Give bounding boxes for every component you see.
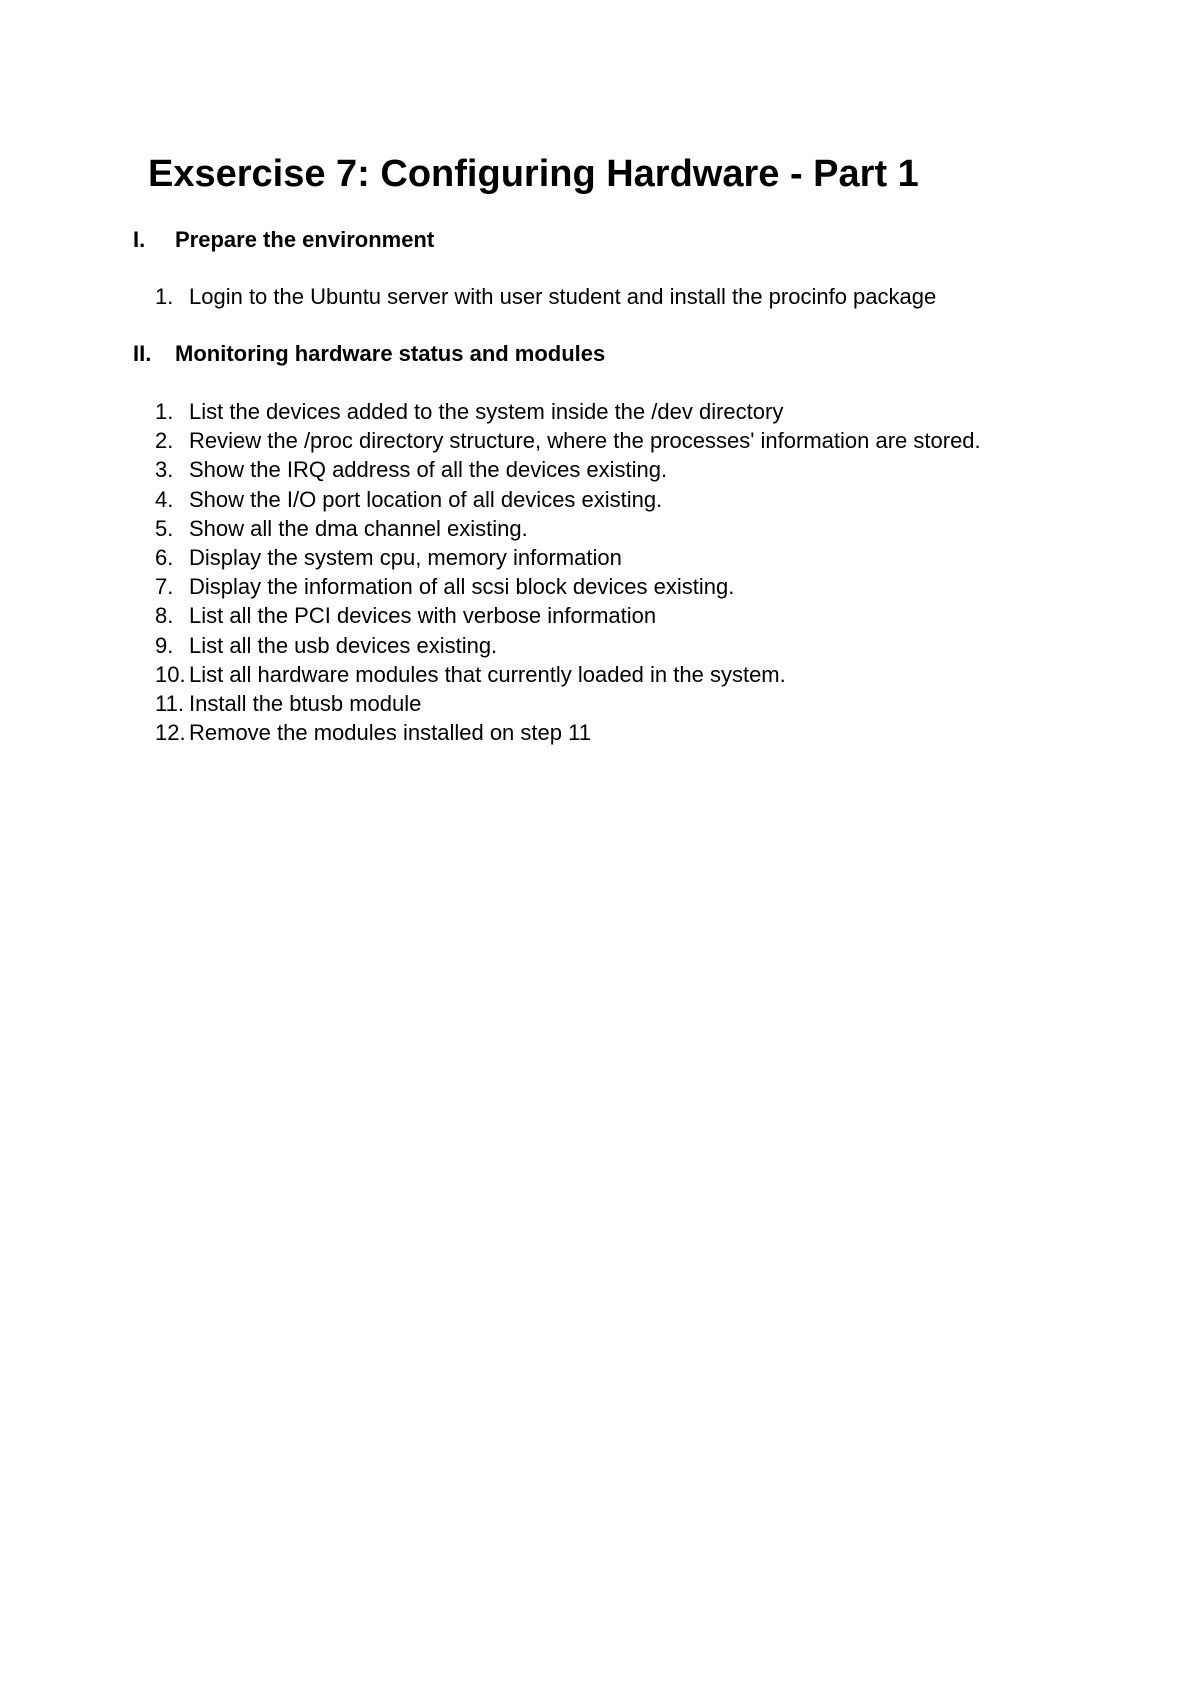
step-text: Install the btusb module <box>189 691 422 717</box>
step-text: Display the system cpu, memory information <box>189 545 622 571</box>
document-title: Exsercise 7: Configuring Hardware - Part 1 <box>148 153 919 195</box>
step-number: 7. <box>155 574 174 600</box>
list-item <box>155 514 981 543</box>
section-heading-prepare-environment <box>133 226 434 254</box>
list-item <box>155 718 981 747</box>
section-numeral: I. <box>133 227 146 252</box>
step-text: List all hardware modules that currently loaded in the system. <box>189 661 786 687</box>
step-text: Login to the Ubuntu server with user student and install the procinfo package <box>189 284 937 309</box>
list-item <box>155 660 981 689</box>
step-number: 5. <box>155 515 174 541</box>
step-list-prepare-environment <box>155 282 936 311</box>
step-number: 8. <box>155 603 174 629</box>
list-item <box>155 631 981 660</box>
step-number: 11. <box>155 691 184 717</box>
section-heading-text: Prepare the environment <box>175 227 435 252</box>
list-item <box>155 426 981 455</box>
step-number: 1. <box>155 399 174 424</box>
list-item <box>155 282 936 311</box>
list-item <box>155 543 981 572</box>
step-number: 12. <box>155 720 186 746</box>
step-text: List all the PCI devices with verbose information <box>189 603 657 629</box>
step-number: 1. <box>155 284 174 309</box>
list-item <box>155 455 981 484</box>
step-text: Show all the dma channel existing. <box>189 515 528 541</box>
step-number: 9. <box>155 632 174 658</box>
step-number: 4. <box>155 486 174 512</box>
list-item <box>155 601 981 630</box>
list-item <box>155 397 981 426</box>
step-number: 2. <box>155 428 174 454</box>
step-list-monitoring-hardware <box>155 397 981 747</box>
step-text: Remove the modules installed on step 11 <box>189 720 591 746</box>
step-text: Display the information of all scsi block devices existing. <box>189 574 735 600</box>
list-item <box>155 572 981 601</box>
step-text: Show the IRQ address of all the devices existing. <box>189 457 668 483</box>
step-text: Show the I/O port location of all devices existing. <box>189 486 663 512</box>
step-number: 3. <box>155 457 174 483</box>
list-item <box>155 689 981 718</box>
step-number: 10. <box>155 661 186 687</box>
section-heading-monitoring-hardware <box>133 340 605 368</box>
step-text: List the devices added to the system inside the /dev directory <box>189 399 784 424</box>
step-text: Review the /proc directory structure, where the processes' information are stored. <box>189 428 981 454</box>
section-heading-text: Monitoring hardware status and modules <box>175 341 606 366</box>
section-numeral: II. <box>133 341 152 366</box>
step-text: List all the usb devices existing. <box>189 632 498 658</box>
list-item <box>155 485 981 514</box>
step-number: 6. <box>155 545 174 571</box>
